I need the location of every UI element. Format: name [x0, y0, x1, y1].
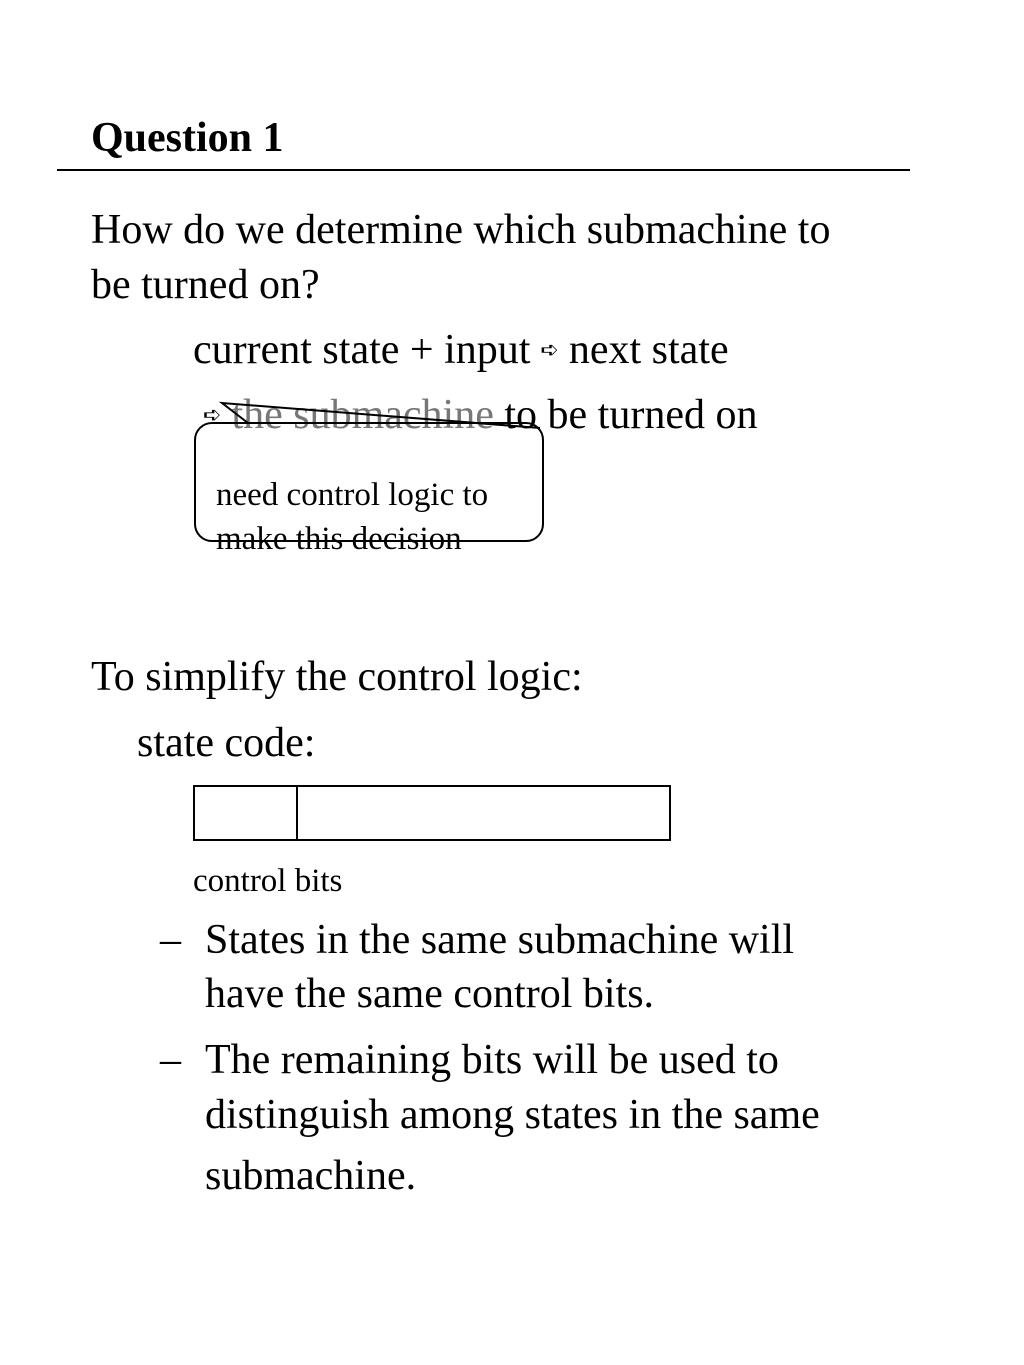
control-bits-label: control bits: [193, 863, 343, 899]
flow-result-dimmed: the submachine: [231, 392, 494, 438]
bullet-2-line-3: submachine.: [205, 1153, 417, 1199]
callout-line-1: need control logic to: [216, 477, 489, 513]
title-divider: [57, 169, 910, 171]
bullet-2-line-1: The remaining bits will be used to: [205, 1037, 779, 1083]
bullet-marker: –: [160, 917, 181, 963]
remaining-bits-field: [298, 787, 669, 839]
state-code-label: state code:: [137, 720, 316, 766]
control-bits-field: [195, 787, 298, 839]
flow-from: current state + input: [193, 327, 531, 373]
flow-to: next state: [568, 327, 729, 373]
question-line-1: How do we determine which submachine to: [91, 207, 831, 253]
arrow-right-icon: ➪: [540, 337, 559, 362]
page-title: Question 1: [91, 115, 284, 161]
question-line-2: be turned on?: [91, 262, 320, 308]
simplify-heading: To simplify the control logic:: [91, 654, 583, 700]
bullet-2-line-2: distinguish among states in the same: [205, 1092, 820, 1138]
bullet-1-line-2: have the same control bits.: [205, 971, 655, 1017]
arrow-right-icon: ➪: [203, 402, 222, 427]
bullet-1-line-1: States in the same submachine will: [205, 917, 795, 963]
flow-result-suffix: to be turned on: [493, 392, 758, 438]
state-code-diagram: [193, 785, 671, 841]
bullet-marker: –: [160, 1037, 181, 1083]
flow-line: [193, 324, 729, 376]
callout-line-2: make this decision: [216, 521, 462, 557]
